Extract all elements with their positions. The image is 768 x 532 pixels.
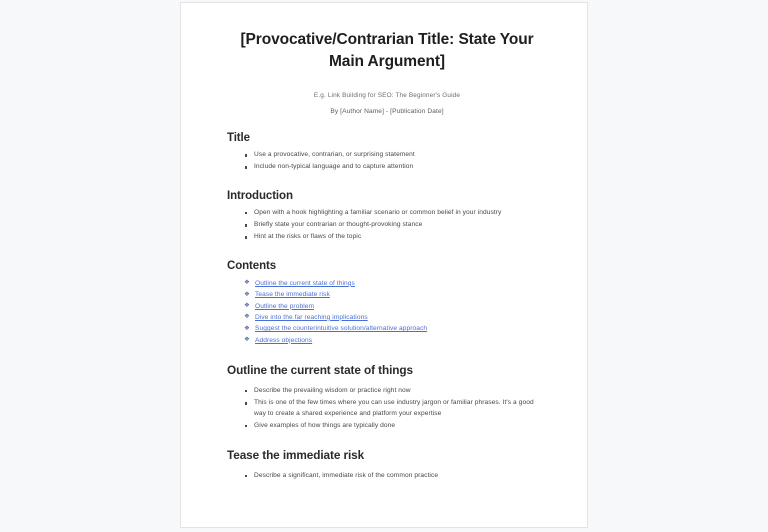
list-item: Describe a significant, immediate risk of the common practice bbox=[245, 471, 547, 482]
list-item bbox=[245, 278, 547, 289]
section-heading: Title bbox=[227, 132, 250, 144]
diamond-bullet-icon: ❖ bbox=[244, 279, 250, 287]
section-heading: Introduction bbox=[227, 189, 293, 202]
diamond-bullet-icon: ❖ bbox=[244, 290, 250, 298]
bullet-list bbox=[227, 386, 547, 432]
list-item bbox=[245, 301, 547, 312]
section-heading: Outline the current state of things bbox=[227, 362, 413, 377]
section-tease-immediate-risk bbox=[227, 448, 547, 482]
list-item: Hint at the risks or flaws of the topic bbox=[245, 232, 547, 243]
document-byline: By [Author Name] - [Publication Date] bbox=[330, 108, 444, 115]
section-heading: Contents bbox=[227, 259, 277, 272]
table-of-contents bbox=[227, 278, 547, 346]
toc-link[interactable]: Outline the problem bbox=[255, 302, 315, 310]
diamond-bullet-icon: ❖ bbox=[244, 324, 250, 332]
section-outline-current-state bbox=[227, 363, 547, 432]
toc-link[interactable]: Suggest the counterintuitive solution/alternative approach bbox=[255, 325, 428, 333]
section-heading: Tease the immediate risk bbox=[227, 447, 365, 462]
list-item bbox=[245, 289, 547, 300]
section-contents bbox=[227, 260, 547, 346]
list-item: Briefly state your contrarian or thought-provoking stance bbox=[245, 220, 547, 231]
diamond-bullet-icon: ❖ bbox=[244, 336, 250, 343]
diamond-bullet-icon: ❖ bbox=[244, 313, 250, 321]
toc-link[interactable]: Address objections bbox=[255, 336, 313, 344]
toc-link[interactable]: Tease the immediate risk bbox=[255, 291, 330, 299]
list-item: This is one of the few times where you can use industry jargon or familiar phrases. It's a good way to create a shared experience and platform your expertise bbox=[245, 398, 547, 419]
list-item bbox=[245, 323, 547, 334]
page-title: [Provocative/Contrarian Title: State Your Main Argument] bbox=[240, 31, 534, 70]
document-body bbox=[181, 3, 587, 481]
list-item bbox=[245, 335, 547, 346]
document-page bbox=[180, 2, 588, 528]
list-item: Describe the prevailing wisdom or practice right now bbox=[245, 386, 547, 397]
list-item: Open with a hook highlighting a familiar scenario or common belief in your industry bbox=[245, 208, 547, 219]
bullet-list bbox=[227, 471, 547, 482]
section-introduction bbox=[227, 190, 547, 243]
diamond-bullet-icon: ❖ bbox=[244, 302, 250, 310]
list-item bbox=[245, 312, 547, 323]
toc-link[interactable]: Outline the current state of things bbox=[255, 279, 355, 287]
list-item: Use a provocative, contrarian, or surprising statement bbox=[245, 150, 547, 161]
list-item: Give examples of how things are typically done bbox=[245, 421, 547, 432]
bullet-list bbox=[227, 208, 547, 243]
toc-link[interactable]: Dive into the far reaching implications bbox=[255, 313, 368, 321]
document-subtitle: E.g. Link Building for SEO: The Beginner's Guide bbox=[313, 92, 461, 99]
list-item: Include non-typical language and to capture attention bbox=[245, 162, 547, 173]
section-title bbox=[227, 132, 547, 173]
bullet-list bbox=[227, 150, 547, 173]
